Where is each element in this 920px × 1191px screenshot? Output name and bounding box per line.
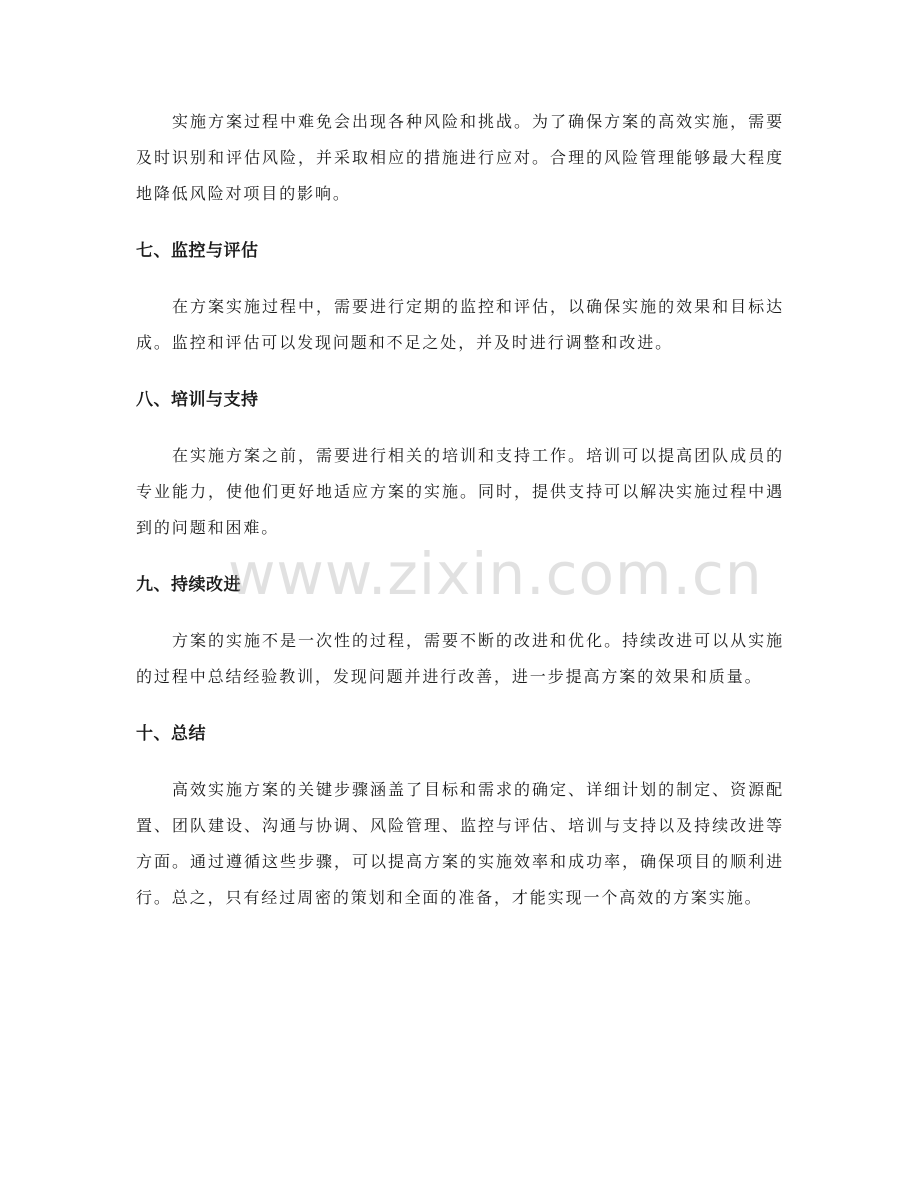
intro-paragraph: 实施方案过程中难免会出现各种风险和挑战。为了确保方案的高效实施，需要及时识别和评估风险，并采取相应的措施进行应对。合理的风险管理能够最大程度地降低风险对项目的影响。: [136, 112, 784, 203]
spacer: [136, 361, 784, 385]
section-heading-7: 七、监控与评估: [136, 241, 259, 261]
spacer: [136, 600, 784, 623]
section-body-10: 高效实施方案的关键步骤涵盖了目标和需求的确定、详细计划的制定、资源配置、团队建设、沟通与协调、风险管理、监控与评估、培训与支持以及持续改进等方面。通过遵循这些步骤，可以提高方案的实施效率和成功率，确保项目的顺利进行。总之，只有经过周密的策划和全面的准备，才能实现一个高效的方案实施。: [136, 780, 784, 907]
section-body-8: 在实施方案之前，需要进行相关的培训和支持工作。培训可以提高团队成员的专业能力，使他们更好地适应方案的实施。同时，提供支持可以解决实施过程中遇到的问题和困难。: [136, 446, 784, 537]
section-body-9: 方案的实施不是一次性的过程，需要不断的改进和优化。持续改进可以从实施的过程中总结经验教训，发现问题并进行改善，进一步提高方案的效果和质量。: [136, 631, 784, 686]
spacer: [136, 546, 784, 570]
section-heading-10: 十、总结: [136, 724, 206, 744]
watermark-text: www.zixin.com.cn: [228, 540, 763, 608]
document-body: [136, 104, 784, 916]
section-heading-9: 九、持续改进: [136, 575, 241, 595]
section-body-7: 在方案实施过程中，需要进行定期的监控和评估，以确保实施的效果和目标达成。监控和评估可以发现问题和不足之处，并及时进行调整和改进。: [136, 297, 784, 352]
spacer: [136, 212, 784, 236]
section-heading-8: 八、培训与支持: [136, 390, 259, 410]
spacer: [136, 695, 784, 719]
spacer: [136, 415, 784, 438]
spacer: [136, 266, 784, 289]
spacer: [136, 749, 784, 772]
